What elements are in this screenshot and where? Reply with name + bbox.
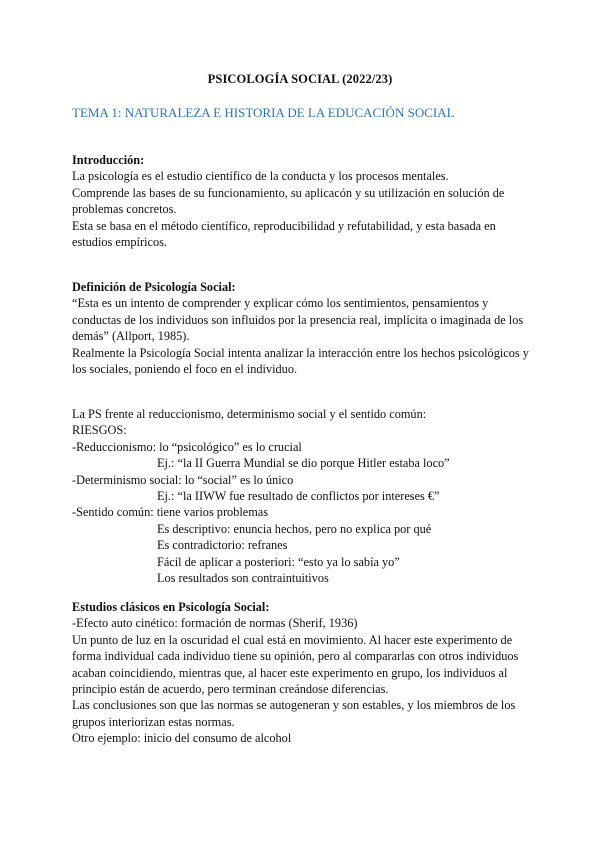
tema-heading: TEMA 1: NATURALEZA E HISTORIA DE LA EDUCACIÓN SOCIAL bbox=[72, 105, 455, 120]
paragraph-line: Las conclusiones son que las normas se autogeneran y son estables, y los miembros de los bbox=[72, 698, 516, 713]
intro-heading: Introducción: bbox=[72, 153, 145, 167]
intro-section bbox=[72, 152, 532, 250]
ps-section bbox=[72, 406, 532, 586]
reduccionismo-example: Ej.: “la II Guerra Mundial se dio porque Hitler estaba loco” bbox=[157, 456, 450, 471]
paragraph-line: Un punto de luz en la oscuridad el cual está en movimiento. Al hacer este experimento de bbox=[72, 632, 513, 647]
sentido-comun-item: Es descriptivo: enuncia hechos, pero no explica por qué bbox=[157, 521, 432, 536]
sentido-comun-item: Es contradictorio: refranes bbox=[157, 538, 288, 553]
estudios-section bbox=[72, 599, 532, 747]
paragraph-line: “Esta es un intento de comprender y explicar cómo los sentimientos, pensamientos y bbox=[72, 296, 489, 311]
ps-intro: La PS frente al reduccionismo, determinismo social y el sentido común: bbox=[72, 407, 427, 421]
paragraph-line: los sociales, poniendo el foco en el individuo. bbox=[72, 362, 298, 377]
paragraph-line: estudios empíricos. bbox=[72, 235, 167, 250]
page-title: PSICOLOGÍA SOCIAL (2022/23) bbox=[207, 72, 393, 86]
paragraph-line: forma individual cada individuo tiene su opinión, pero al compararlas con otros individuos bbox=[72, 649, 519, 664]
paragraph-line: -Efecto auto cinético: formación de normas (Sherif, 1936) bbox=[72, 616, 358, 631]
paragraph-line: Otro ejemplo: inicio del consumo de alcohol bbox=[72, 731, 292, 746]
paragraph-line: grupos interiorizan estas normas. bbox=[72, 714, 235, 729]
paragraph-line: Realmente la Psicología Social intenta analizar la interacción entre los hechos psicológicos y bbox=[72, 345, 529, 360]
determinismo-example: Ej.: “la IIWW fue resultado de conflictos por intereses €” bbox=[157, 489, 440, 504]
paragraph-line: conductas de los individuos son influidos por la presencia real, implícita o imaginada de los bbox=[72, 312, 524, 327]
definicion-heading: Definición de Psicología Social: bbox=[72, 280, 236, 294]
estudios-heading: Estudios clásicos en Psicología Social: bbox=[72, 600, 270, 614]
paragraph-line: Esta se basa en el método científico, reproducibilidad y refutabilidad, y esta basada en bbox=[72, 218, 496, 233]
paragraph-line: principio están de acuerdo, pero terminan creándose diferencias. bbox=[72, 682, 389, 697]
sentido-comun-line: -Sentido común: tiene varios problemas bbox=[72, 505, 269, 520]
paragraph-line: demás” (Allport, 1985). bbox=[72, 329, 190, 344]
paragraph-line: La psicología es el estudio científico de la conducta y los procesos mentales. bbox=[72, 169, 449, 184]
paragraph-line: problemas concretos. bbox=[72, 202, 177, 217]
sentido-comun-item: Los resultados son contraintuitivos bbox=[157, 571, 329, 586]
paragraph-line: acaban coincidiendo, mientras que, al hacer este experimento en grupo, los individuos al bbox=[72, 665, 508, 680]
riesgos-label: RIESGOS: bbox=[72, 423, 127, 438]
sentido-comun-item: Fácil de aplicar a posteriori: “esto ya lo sabía yo” bbox=[157, 554, 400, 569]
paragraph-line: Comprende las bases de su funcionamiento, su aplicacón y su utilización en solución de bbox=[72, 185, 505, 200]
reduccionismo-line: -Reduccionismo: lo “psicológico” es lo crucial bbox=[72, 439, 302, 454]
definicion-section bbox=[72, 279, 532, 377]
determinismo-line: -Determinismo social: lo “social” es lo único bbox=[72, 472, 294, 487]
